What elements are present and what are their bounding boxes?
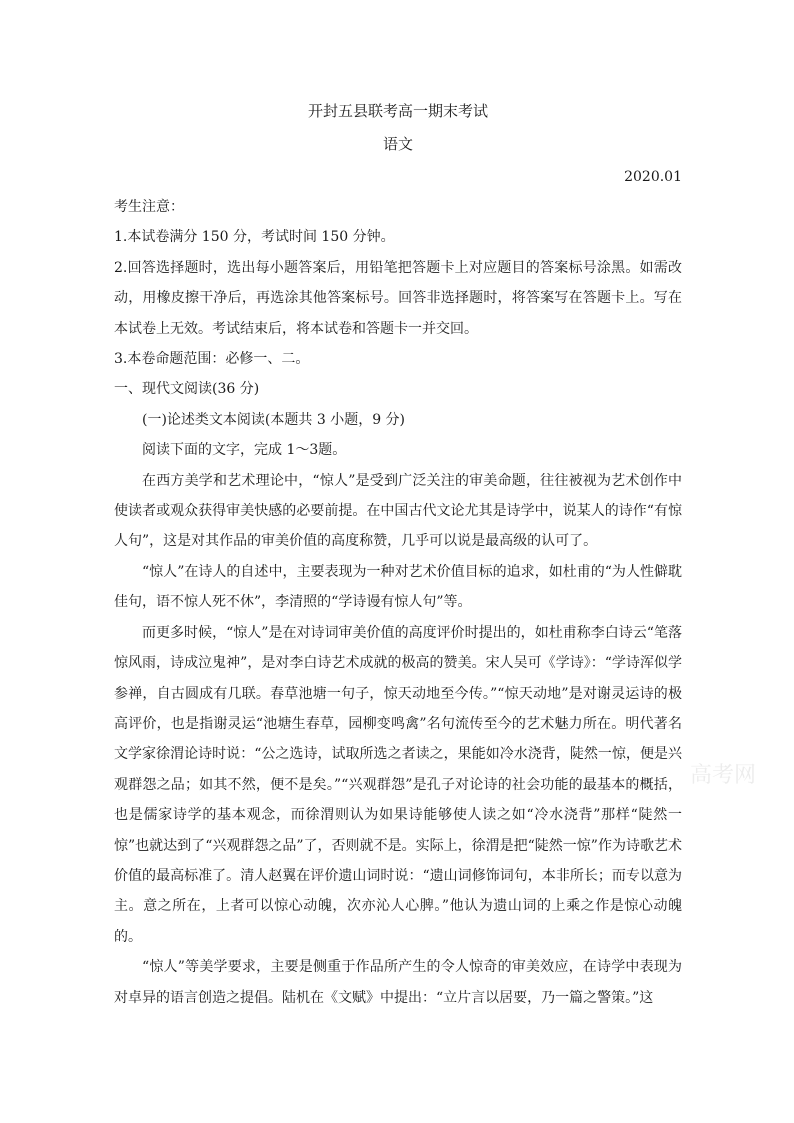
notice-item-2-text: 2.回答选择题时，选出每小题答案后，用铅笔把答题卡上对应题目的答案标号涂黑。如需改动，用橡皮擦干净后，再选涂其他答案标号。回答非选择题时，将答案写在答题卡上。写在本试卷上无效。考试结束后，将本试卷和答题卡一并交回。 <box>114 259 682 337</box>
notice-item-2 <box>114 253 682 344</box>
passage-paragraph-4: “惊人”等美学要求，主要是侧重于作品所产生的令人惊奇的审美效应，在诗学中表现为对卓异的语言创造之提倡。陆机在《文赋》中提出：“立片言以居要，乃一篇之警策。”这 <box>114 959 682 1006</box>
exam-title: 开封五县联考高一期末考试 <box>307 102 488 120</box>
subject-label: 语文 <box>382 135 413 153</box>
passage-paragraph-2: “惊人”在诗人的自述中，主要表现为一种对艺术价值目标的追求，如杜甫的“为人性僻耽佳句，语不惊人死不休”，李清照的“学诗谩有惊人句”等。 <box>114 563 682 611</box>
section-instruction: 阅读下面的文字，完成 1～3题。 <box>142 442 347 459</box>
exam-date: 2020.01 <box>624 169 682 185</box>
passage-paragraph-3: 而更多时候，“惊人”是在对诗词审美价值的高度评价时提出的，如杜甫称李白诗云“笔落惊风雨，诗成泣鬼神”，是对李白诗艺术成就的极高的赞美。宋人吴可《学诗》：“学诗浑似学参禅，自古圆成有几联。春草池塘一句子，惊天动地至今传。”“惊天动地”是对谢灵运诗的极高评价，也是指谢灵运“池塘生春草，园柳变鸣禽”名句流传至今的艺术魅力所在。明代著名文学家徐渭论诗时说：“公之选诗，试取所选之者读之，果能如冷水浇背，陡然一惊，便是兴观群怨之品；如其不然，便不是矣。”“兴观群怨”是孔子对论诗的社会功能的最基本的概括，也是儒家诗学的基本观念，而徐渭则认为如果诗能够使人读之如“冷水浇背”那样“陡然一惊”也就达到了“兴观群怨之品”了，否则就不是。实际上，徐渭是把“陡然一惊”作为诗歌艺术价值的最高标准了。清人赵翼在评价遗山词时说：“遗山词修饰词句，本非所长；而专以意为主。意之所在，上者可以惊心动魄，次亦沁人心脾。”他认为遗山词的上乘之作是惊心动魄的。 <box>114 624 682 945</box>
passage-paragraph-1: 在西方美学和艺术理论中，“惊人”是受到广泛关注的审美命题，往往被视为艺术创作中使读者或观众获得审美快感的必要前提。在中国古代文论尤其是诗学中，说某人的诗作“有惊人句”，这是对其作品的审美价值的高度称赞，几乎可以说是最高级的认可了。 <box>114 472 682 550</box>
notice-item-1: 1.本试卷满分 150 分，考试时间 150 分钟。 <box>114 229 395 246</box>
reading-passage <box>114 466 682 1013</box>
exam-page <box>114 100 682 1013</box>
section-subheading: (一)论述类文本阅读(本题共 3 小题，9 分) <box>142 411 406 428</box>
notice-heading: 考生注意： <box>114 199 184 215</box>
section-heading: 一、现代文阅读(36 分) <box>114 381 260 398</box>
notice-item-3: 3.本卷命题范围：必修一、二。 <box>114 351 310 368</box>
watermark: 高考网 <box>690 763 757 788</box>
